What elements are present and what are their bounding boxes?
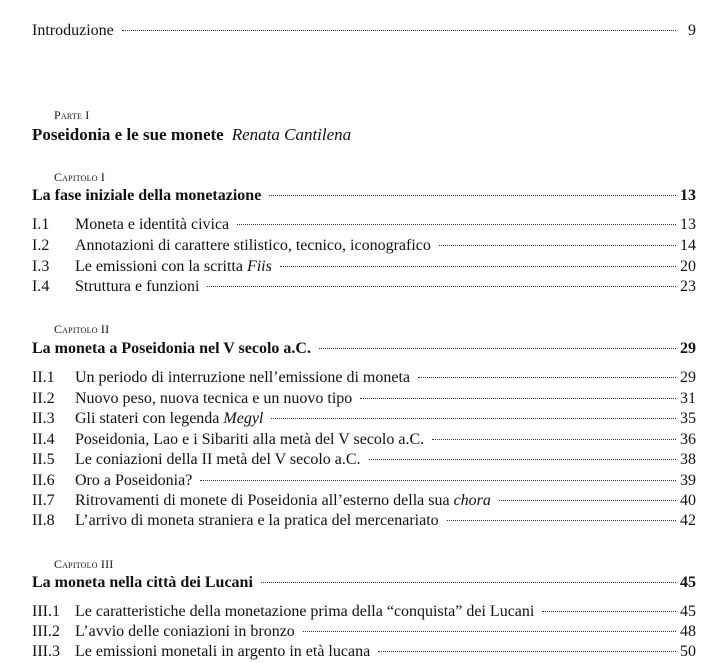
toc-page-number: 39 bbox=[680, 472, 696, 489]
section-number: II.5 bbox=[32, 451, 55, 468]
toc-section-row[interactable] bbox=[32, 389, 696, 409]
toc-page-number: 36 bbox=[680, 431, 696, 448]
dot-leader bbox=[122, 30, 676, 31]
toc-section-row[interactable] bbox=[32, 277, 696, 297]
toc-section-row[interactable] bbox=[32, 622, 696, 642]
chapter-label: Capitolo I bbox=[54, 170, 106, 184]
section-number: I.4 bbox=[32, 278, 50, 295]
section-number: III.2 bbox=[32, 623, 60, 640]
dot-leader bbox=[237, 224, 676, 225]
dot-leader bbox=[271, 418, 676, 419]
section-title: Annotazioni di carattere stilistico, tecnico, iconografico bbox=[75, 237, 431, 254]
dot-leader bbox=[207, 286, 676, 287]
toc-page-number: 29 bbox=[680, 369, 696, 386]
toc-page-number: 23 bbox=[680, 278, 696, 295]
chapter-title: La moneta nella città dei Lucani bbox=[32, 574, 253, 591]
chapter-title: La moneta a Poseidonia nel V secolo a.C. bbox=[32, 340, 311, 357]
chapter-title-row[interactable] bbox=[32, 339, 696, 359]
section-number: II.4 bbox=[32, 431, 55, 448]
section-title: Le caratteristiche della monetazione prima della “conquista” dei Lucani bbox=[75, 603, 535, 620]
section-title: Un periodo di interruzione nell’emissione di moneta bbox=[75, 369, 411, 386]
section-title-italic: Megyl bbox=[223, 410, 264, 427]
section-number: II.8 bbox=[32, 512, 55, 529]
toc-section-row[interactable] bbox=[32, 430, 696, 450]
section-title: Ritrovamenti di monete di Poseidonia all’esterno della sua chora bbox=[75, 492, 491, 509]
toc-section-row[interactable] bbox=[32, 511, 696, 531]
section-title: Le emissioni con la scritta Fiis bbox=[75, 258, 272, 275]
toc-page-number: 45 bbox=[680, 574, 696, 591]
dot-leader bbox=[378, 651, 676, 652]
toc-section-row[interactable] bbox=[32, 491, 696, 511]
dot-leader bbox=[369, 459, 676, 460]
toc-section-row[interactable] bbox=[32, 642, 696, 662]
toc-page-number: 48 bbox=[680, 623, 696, 640]
toc-page-number: 14 bbox=[680, 237, 696, 254]
toc-page-number: 9 bbox=[688, 22, 696, 39]
section-number: II.2 bbox=[32, 390, 55, 407]
dot-leader bbox=[280, 266, 676, 267]
dot-leader bbox=[447, 520, 676, 521]
toc-page-number: 29 bbox=[680, 340, 696, 357]
dot-leader bbox=[303, 631, 676, 632]
toc-section-row[interactable] bbox=[32, 236, 696, 256]
dot-leader bbox=[432, 439, 676, 440]
chapter-label: Capitolo II bbox=[54, 322, 110, 336]
section-title: Nuovo peso, nuova tecnica e un nuovo tipo bbox=[75, 390, 353, 407]
toc-section-row[interactable] bbox=[32, 257, 696, 277]
toc-section-row[interactable] bbox=[32, 409, 696, 429]
toc-entry-introduzione[interactable] bbox=[32, 21, 696, 41]
toc-page-number: 38 bbox=[680, 451, 696, 468]
section-number: I.1 bbox=[32, 216, 50, 233]
section-title-italic: chora bbox=[453, 492, 491, 509]
toc-section-row[interactable] bbox=[32, 450, 696, 470]
section-title: Moneta e identità civica bbox=[75, 216, 230, 233]
section-title: Gli stateri con legenda Megyl bbox=[75, 410, 264, 427]
dot-leader bbox=[542, 611, 676, 612]
section-number: II.1 bbox=[32, 369, 55, 386]
toc-page-number: 40 bbox=[680, 492, 696, 509]
section-number: II.7 bbox=[32, 492, 55, 509]
section-title: L’avvio delle coniazioni in bronzo bbox=[75, 623, 295, 640]
chapter-title: La fase iniziale della monetazione bbox=[32, 187, 262, 204]
section-number: III.1 bbox=[32, 603, 60, 620]
toc-section-row[interactable] bbox=[32, 215, 696, 235]
toc-section-row[interactable] bbox=[32, 471, 696, 491]
section-title: L’arrivo di moneta straniera e la pratica del mercenariato bbox=[75, 512, 439, 529]
part-author: Renata Cantilena bbox=[231, 125, 352, 144]
chapter-title-row[interactable] bbox=[32, 573, 696, 593]
dot-leader bbox=[418, 377, 676, 378]
toc-page-number: 45 bbox=[680, 603, 696, 620]
dot-leader bbox=[269, 195, 676, 196]
toc-section-row[interactable] bbox=[32, 602, 696, 622]
section-title: Le coniazioni della II metà del V secolo a.C. bbox=[75, 451, 361, 468]
dot-leader bbox=[319, 348, 676, 349]
section-title: Poseidonia, Lao e i Sibariti alla metà del V secolo a.C. bbox=[75, 431, 425, 448]
section-title: Struttura e funzioni bbox=[75, 278, 200, 295]
chapter-label: Capitolo III bbox=[54, 557, 114, 571]
section-number: II.3 bbox=[32, 410, 55, 427]
toc-page-number: 20 bbox=[680, 258, 696, 275]
toc-page-number: 35 bbox=[680, 410, 696, 427]
part-title: Poseidonia e le sue monete bbox=[32, 125, 224, 144]
dot-leader bbox=[439, 245, 676, 246]
toc-page-number: 13 bbox=[680, 187, 696, 204]
section-title-italic: Fiis bbox=[246, 258, 272, 275]
toc-page-number: 13 bbox=[680, 216, 696, 233]
part-heading bbox=[32, 125, 351, 145]
dot-leader bbox=[360, 398, 676, 399]
chapter-title-row[interactable] bbox=[32, 186, 696, 206]
dot-leader bbox=[200, 480, 676, 481]
section-number: I.2 bbox=[32, 237, 50, 254]
toc-page-number: 31 bbox=[680, 390, 696, 407]
toc-page-number: 42 bbox=[680, 512, 696, 529]
toc-entry-title: Introduzione bbox=[32, 22, 114, 39]
section-number: III.3 bbox=[32, 643, 60, 660]
dot-leader bbox=[499, 500, 676, 501]
part-label: Parte I bbox=[54, 108, 90, 122]
section-title: Le emissioni monetali in argento in età lucana bbox=[75, 643, 371, 660]
section-number: I.3 bbox=[32, 258, 50, 275]
dot-leader bbox=[261, 582, 676, 583]
toc-section-row[interactable] bbox=[32, 368, 696, 388]
section-number: II.6 bbox=[32, 472, 55, 489]
section-title: Oro a Poseidonia? bbox=[75, 472, 193, 489]
toc-page-number: 50 bbox=[680, 643, 696, 660]
